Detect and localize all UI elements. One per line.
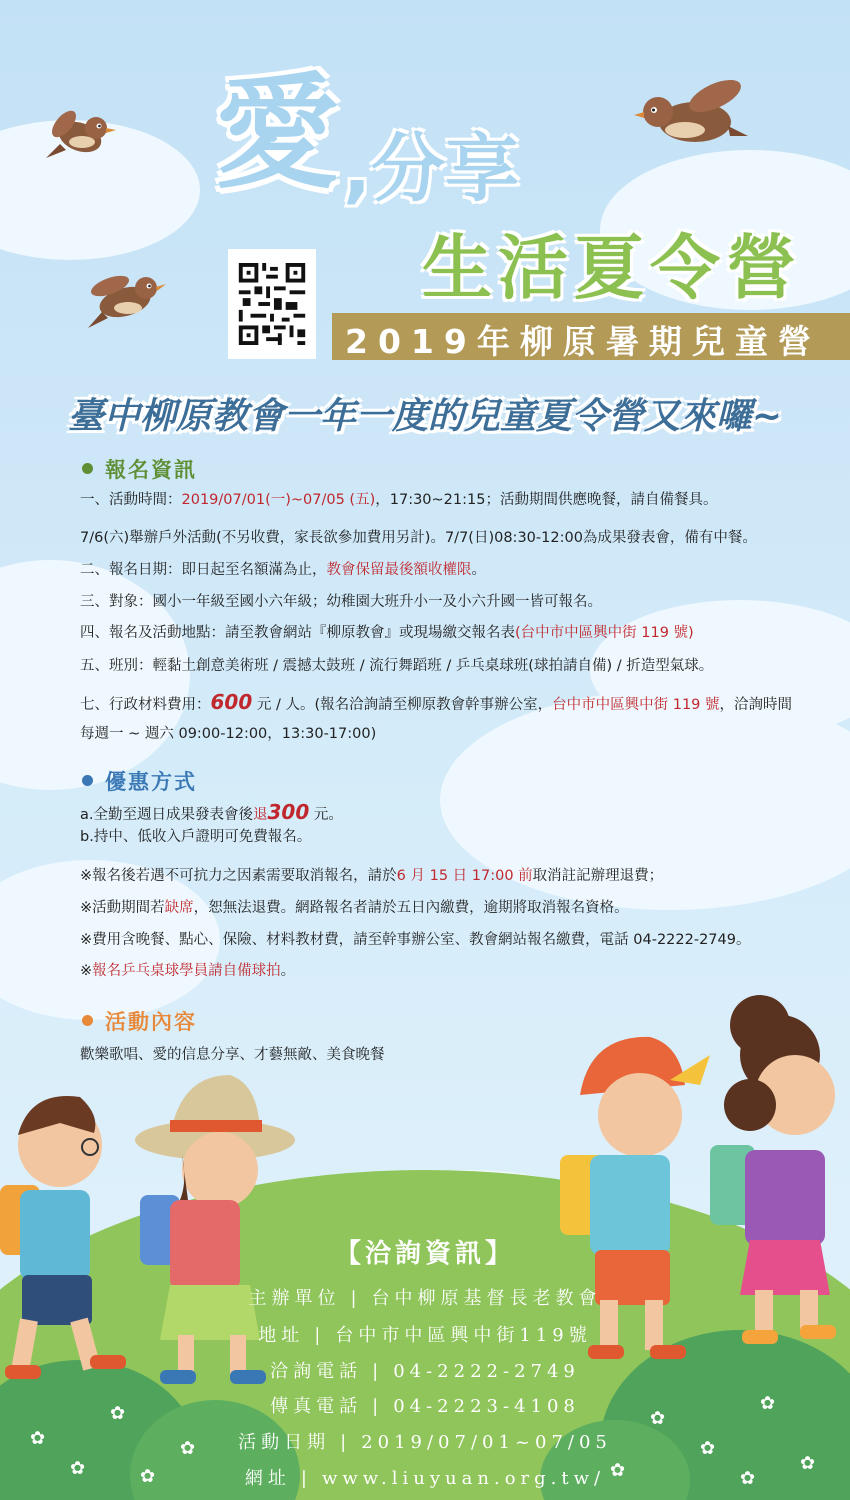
flower-icon: ✿ — [30, 1428, 46, 1449]
note-paddle-text: 報名乒乓桌球學員請自備球拍 — [92, 963, 281, 979]
contact-row-dates — [0, 1428, 850, 1454]
bullet-dot-icon — [82, 775, 93, 786]
registration-heading — [82, 454, 197, 484]
discount-a-text: a.全勤至週日成果發表會後 — [80, 807, 253, 823]
contact-row-organizer — [0, 1284, 850, 1310]
reg-time-dates: 2019/07/01(一)~07/05 (五) — [181, 492, 376, 508]
activities-content: 歡樂歌唱、愛的信息分享、才藝無敵、美食晚餐 — [80, 1047, 385, 1063]
flower-icon: ✿ — [140, 1466, 156, 1487]
contact-row-phone — [0, 1357, 850, 1383]
discount-a-refund: 退 — [253, 807, 268, 823]
reg-line-classes: 五、班別：輕黏土創意美術班 / 震撼太鼓班 / 流行舞蹈班 / 乒乓桌球班(球拍請自備) / 折造型氣球。 — [80, 658, 714, 674]
reg-line-time — [80, 488, 717, 509]
bird-icon — [630, 70, 750, 160]
reg-dates-note: 教會保留最後額收權限 — [326, 562, 472, 578]
discount-heading-text: 優惠方式 — [105, 770, 197, 794]
contact-separator: | — [372, 1361, 384, 1382]
contact-label: 網址 — [244, 1468, 291, 1489]
contact-value: 2019/07/01~07/05 — [361, 1432, 612, 1453]
registration-heading-text: 報名資訊 — [105, 458, 197, 482]
note-paddle — [80, 959, 295, 980]
contact-label: 主辦單位 — [248, 1288, 341, 1309]
discount-heading — [82, 766, 197, 796]
discount-a-amount: 300 — [267, 800, 310, 824]
reg-line-hours: 每週一 ~ 週六 09:00-12:00，13:30-17:00) — [80, 726, 377, 742]
reg-dates-label: 二、報名日期：即日起至名額滿為止， — [80, 562, 327, 578]
note-fee-includes: ※費用含晚餐、點心、保險、材料教材費，請至幹事辦公室、教會網站報名繳費，電話 04-2222-2749。 — [80, 932, 751, 948]
note-absence-word: 缺席 — [164, 900, 194, 916]
contact-label: 洽詢電話 — [270, 1361, 363, 1382]
contact-value: 台中柳原基督長老教會 — [371, 1288, 602, 1309]
bird-icon — [40, 92, 120, 172]
reg-fee-label: 七、行政材料費用： — [80, 697, 211, 713]
reg-dates-end: 。 — [471, 562, 486, 578]
contact-heading: 【洽詢資訊】 — [334, 1239, 515, 1269]
note-absence-end: ，恕無法退費。網路報名者請於五日內繳費，逾期將取消報名資格。 — [193, 900, 629, 916]
note-cancel-deadline: 6 月 15 日 17:00 前 — [396, 868, 533, 884]
flower-icon: ✿ — [650, 1408, 666, 1429]
bullet-dot-icon — [82, 1015, 93, 1026]
contact-row-website — [0, 1460, 850, 1490]
reg-line-outdoor: 7/6(六)舉辦戶外活動(不另收費，家長欲參加費用另計)。7/7(日)08:30-12:00為成果發表會，備有中餐。 — [80, 530, 757, 546]
note-paddle-end: 。 — [280, 963, 296, 979]
note-cancel-end: 取消註記辦理退費； — [532, 868, 664, 884]
contact-label: 傳真電話 — [270, 1396, 363, 1417]
flower-icon: ✿ — [180, 1438, 196, 1459]
contact-row-address — [0, 1321, 850, 1347]
contact-separator: | — [372, 1396, 384, 1417]
note-absence-text: ※活動期間若 — [80, 900, 165, 916]
contact-label: 地址 — [258, 1325, 305, 1346]
reg-location-label: 四、報名及活動地點：請至教會網站『柳原教會』或現場繳交報名表 — [80, 625, 515, 641]
title-camp: 生活夏令營 — [422, 227, 802, 309]
flower-icon: ✿ — [110, 1403, 126, 1424]
contact-value: 台中市中區興中街119號 — [335, 1325, 592, 1346]
contact-separator: | — [300, 1468, 312, 1489]
reg-line-location — [80, 621, 694, 642]
reg-fee-detail: 元 / 人。(報名洽詢請至柳原教會幹事辦公室， — [256, 697, 553, 713]
flower-icon: ✿ — [760, 1393, 776, 1414]
reg-time-label: 一、活動時間： — [80, 492, 182, 508]
bird-icon — [80, 258, 170, 338]
flower-icon: ✿ — [700, 1438, 716, 1459]
title-main: 愛 — [215, 62, 340, 206]
discount-a-unit: 元。 — [313, 807, 343, 823]
qr-code[interactable] — [228, 249, 316, 359]
reg-line-fee — [80, 690, 792, 714]
contact-separator: | — [314, 1325, 326, 1346]
note-paddle-mark: ※ — [80, 963, 93, 979]
reg-line-target: 三、對象：國小一年級至國小六年級；幼稚園大班升小一及小六升國一皆可報名。 — [80, 594, 602, 610]
contact-separator: | — [340, 1432, 352, 1453]
activities-heading-text: 活動內容 — [105, 1010, 197, 1034]
discount-line-a — [80, 800, 343, 824]
contact-label: 活動日期 — [238, 1432, 331, 1453]
note-cancel — [80, 864, 663, 885]
flower-icon: ✿ — [740, 1468, 756, 1489]
reg-time-detail: ，17:30~21:15；活動期間供應晚餐，請自備餐具。 — [375, 492, 718, 508]
contact-value: 04-2223-4108 — [393, 1396, 580, 1417]
reg-line-dates — [80, 558, 486, 579]
flower-icon: ✿ — [610, 1460, 626, 1481]
title-share: ,分享 — [343, 126, 520, 212]
reg-fee-address: 台中市中區興中街 119 號 — [552, 697, 720, 713]
qr-code-pattern — [238, 263, 306, 345]
flower-icon: ✿ — [800, 1453, 816, 1474]
bullet-dot-icon — [82, 463, 93, 474]
note-absence — [80, 896, 629, 917]
note-cancel-text: ※報名後若遇不可抗力之因素需要取消報名，請於 — [80, 868, 397, 884]
discount-line-b: b.持中、低收入戶證明可免費報名。 — [80, 829, 312, 845]
website-link[interactable]: www.liuyuan.org.tw/ — [321, 1468, 606, 1489]
reg-fee-amount: 600 — [210, 690, 253, 714]
reg-location-address: (台中市中區興中街 119 號) — [515, 625, 694, 641]
contact-separator: | — [350, 1288, 362, 1309]
contact-value[interactable]: 04-2222-2749 — [393, 1361, 580, 1382]
flower-icon: ✿ — [70, 1458, 86, 1479]
contact-row-fax — [0, 1392, 850, 1418]
tagline: 臺中柳原教會一年一度的兒童夏令營又來囉~ — [67, 396, 783, 437]
reg-fee-hours-label: ，洽詢時間 — [719, 697, 793, 713]
year-banner-text: 2019年柳原暑期兒童營 — [345, 322, 821, 361]
activities-heading — [82, 1006, 197, 1036]
